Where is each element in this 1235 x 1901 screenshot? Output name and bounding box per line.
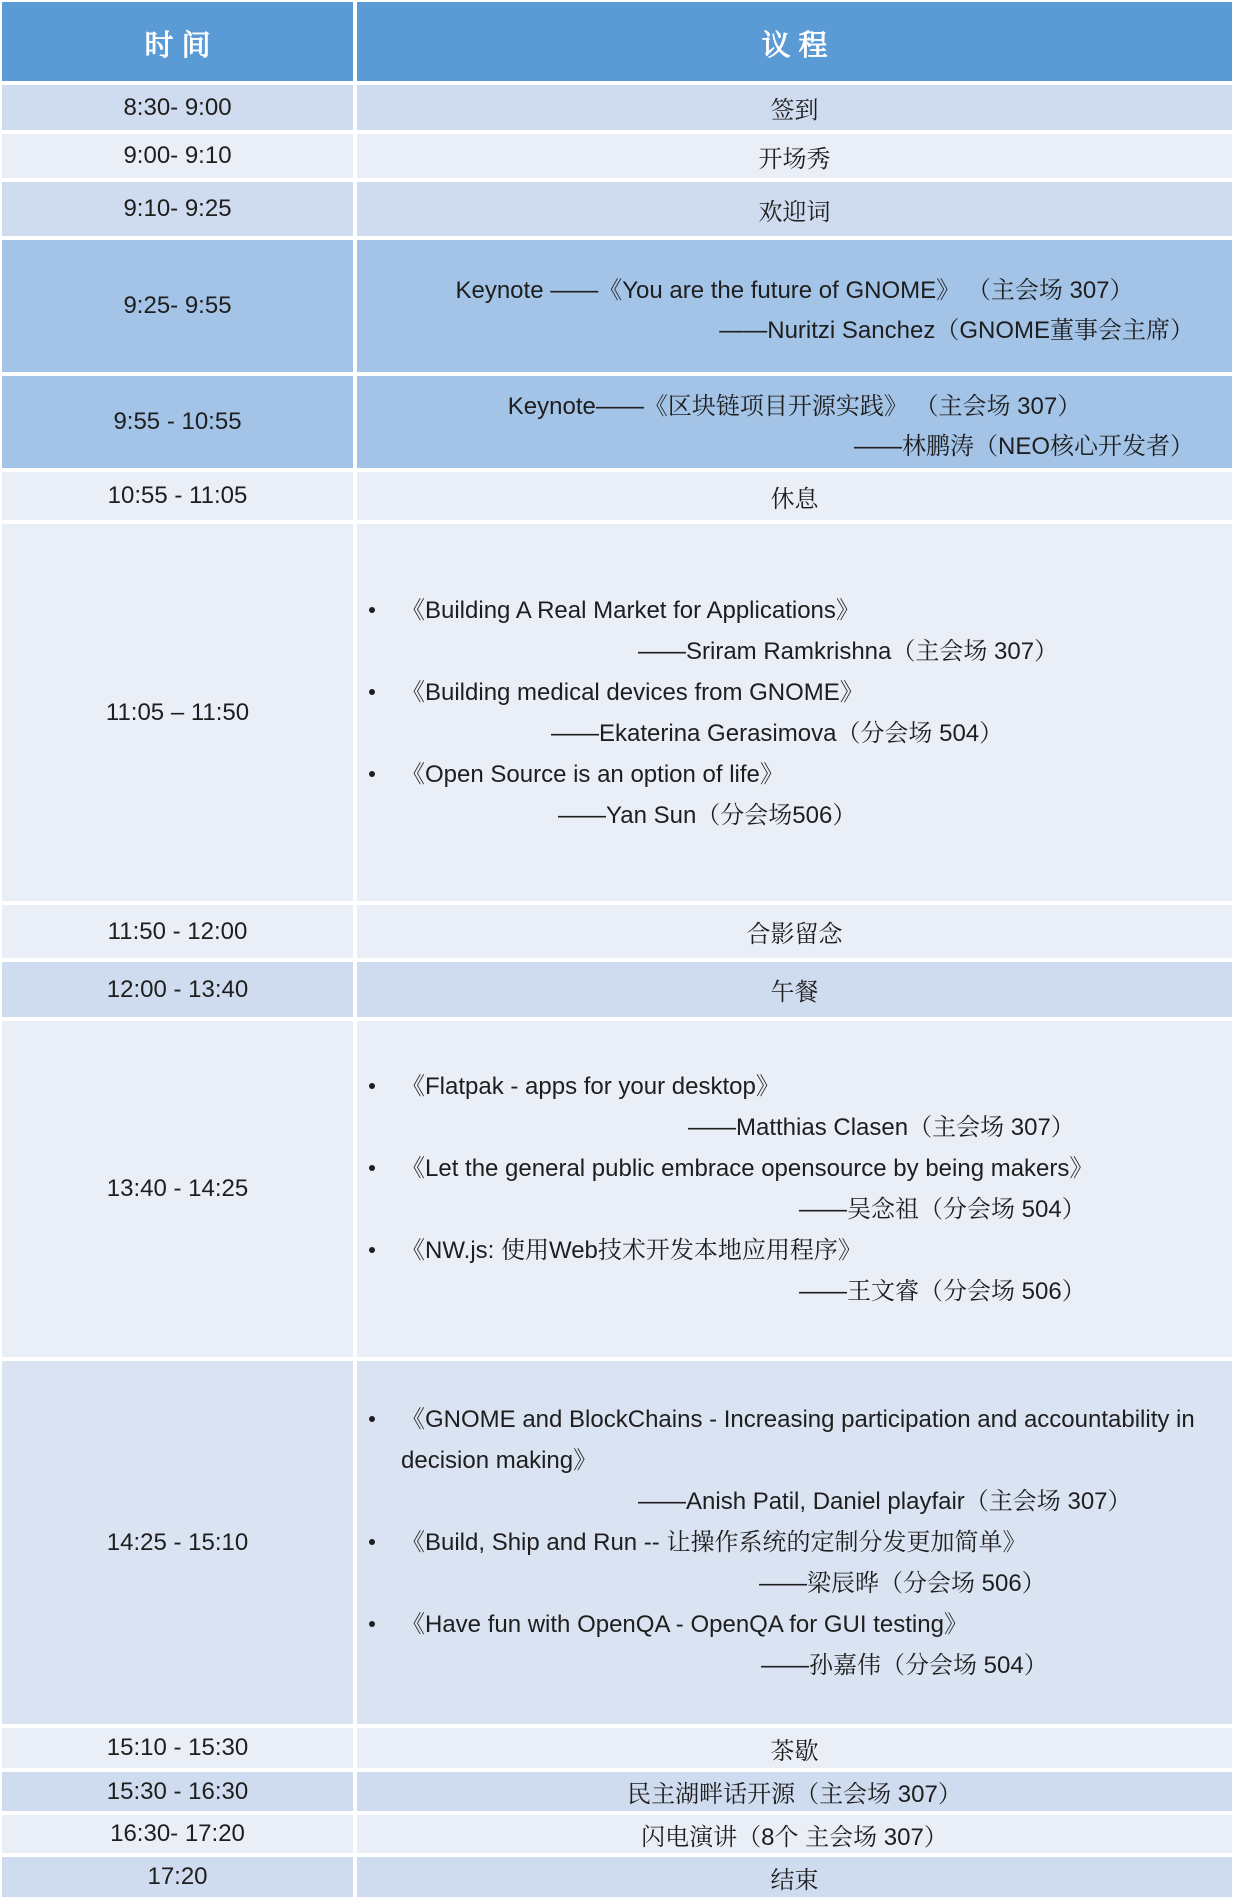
- talk-title: [357, 1399, 1232, 1481]
- talk-item: [357, 672, 1232, 754]
- agenda-table: [2, 2, 1232, 1897]
- talks-cell: [357, 1021, 1232, 1357]
- talk-title-text: 《Building A Real Market for Applications》: [401, 596, 860, 624]
- header-agenda-label: 议 程: [761, 30, 828, 62]
- agenda-cell: 茶歇: [357, 1728, 1232, 1768]
- time-cell: 15:30 - 16:30: [2, 1772, 353, 1811]
- talk-item: [357, 590, 1232, 672]
- time-cell: 17:20: [2, 1857, 353, 1897]
- talk-title: [357, 1604, 1232, 1645]
- agenda-cell: 开场秀: [357, 134, 1232, 178]
- talk-title: [357, 590, 1232, 631]
- time-cell: 8:30- 9:00: [2, 85, 353, 130]
- agenda-cell: 民主湖畔话开源（主会场 307）: [357, 1772, 1232, 1811]
- agenda-cell: 结束: [357, 1857, 1232, 1897]
- bullet-icon: [369, 1165, 375, 1171]
- keynote-title: Keynote——《区块链项目开源实践》 （主会场 307）: [507, 393, 1082, 420]
- talk-title-text: 《Have fun with OpenQA - OpenQA for GUI testing》: [401, 1611, 968, 1638]
- talk-speaker: ——王文睿（分会场 506）: [799, 1278, 1086, 1305]
- time-cell: 14:25 - 15:10: [2, 1361, 353, 1724]
- talk-item: [357, 1066, 1232, 1148]
- time-cell: 15:10 - 15:30: [2, 1728, 353, 1768]
- agenda-cell: 闪电演讲（8个 主会场 307）: [357, 1815, 1232, 1853]
- talk-item: [357, 1399, 1232, 1522]
- talk-title-text: 《Build, Ship and Run -- 让操作系统的定制分发更加简单》: [401, 1529, 1027, 1556]
- talk-list: [357, 1066, 1232, 1312]
- header-time-label: 时 间: [144, 30, 211, 62]
- bullet-icon: [369, 771, 375, 777]
- talk-item: [357, 754, 1232, 836]
- bullet-icon: [369, 1083, 375, 1089]
- time-cell: 13:40 - 14:25: [2, 1021, 353, 1357]
- time-cell: 9:00- 9:10: [2, 134, 353, 178]
- time-cell: 11:50 - 12:00: [2, 905, 353, 958]
- header-agenda: [357, 2, 1232, 81]
- talk-title: [357, 1522, 1232, 1563]
- agenda-cell: 欢迎词: [357, 182, 1232, 236]
- talk-speaker: ——Yan Sun（分会场506）: [558, 801, 857, 829]
- talk-item: [357, 1522, 1232, 1604]
- bullet-icon: [369, 1416, 375, 1422]
- bullet-icon: [369, 1539, 375, 1545]
- keynote-cell: [357, 240, 1232, 372]
- keynote-title: Keynote ——《You are the future of GNOME》 （主会场 307）: [455, 277, 1134, 304]
- talk-item: [357, 1604, 1232, 1686]
- time-cell: 11:05 – 11:50: [2, 524, 353, 901]
- time-cell: 9:55 - 10:55: [2, 376, 353, 468]
- talk-title: [357, 672, 1232, 713]
- talk-title-text: 《Open Source is an option of life》: [401, 760, 784, 788]
- bullet-icon: [369, 607, 375, 613]
- talk-speaker: ——Sriram Ramkrishna（主会场 307）: [638, 637, 1059, 665]
- talk-title: [357, 754, 1232, 795]
- time-cell: 10:55 - 11:05: [2, 472, 353, 520]
- talk-list: [357, 590, 1232, 836]
- agenda-cell: 休息: [357, 472, 1232, 520]
- talk-title-text: 《GNOME and BlockChains - Increasing participation and accountability in decision making》: [401, 1406, 1195, 1474]
- agenda-cell: 午餐: [357, 962, 1232, 1017]
- time-cell: 16:30- 17:20: [2, 1815, 353, 1853]
- header-time: [2, 2, 353, 81]
- talk-title-text: 《Flatpak - apps for your desktop》: [401, 1073, 780, 1100]
- talk-speaker: ——Matthias Clasen（主会场 307）: [688, 1114, 1075, 1141]
- talk-speaker: ——孙嘉伟（分会场 504）: [761, 1652, 1048, 1679]
- talk-speaker: ——Anish Patil, Daniel playfair（主会场 307）: [638, 1488, 1132, 1515]
- keynote-speaker: ——Nuritzi Sanchez（GNOME董事会主席）: [719, 317, 1194, 344]
- bullet-icon: [369, 689, 375, 695]
- agenda-cell: 合影留念: [357, 905, 1232, 958]
- talk-speaker: ——吴念祖（分会场 504）: [799, 1196, 1086, 1223]
- bullet-icon: [369, 1247, 375, 1253]
- talk-title-text: 《Building medical devices from GNOME》: [401, 678, 864, 706]
- keynote-speaker: ——林鹏涛（NEO核心开发者）: [853, 433, 1194, 460]
- keynote-cell: [357, 376, 1232, 468]
- talk-item: [357, 1148, 1232, 1230]
- talk-item: [357, 1230, 1232, 1312]
- agenda-cell: 签到: [357, 85, 1232, 130]
- time-cell: 9:10- 9:25: [2, 182, 353, 236]
- talks-cell: [357, 524, 1232, 901]
- bullet-icon: [369, 1621, 375, 1627]
- talk-title: [357, 1230, 1232, 1271]
- time-cell: 9:25- 9:55: [2, 240, 353, 372]
- talk-title: [357, 1066, 1232, 1107]
- talk-title-text: 《Let the general public embrace opensource by being makers》: [401, 1155, 1094, 1182]
- talk-speaker: ——Ekaterina Gerasimova（分会场 504）: [551, 719, 1004, 747]
- talk-title: [357, 1148, 1232, 1189]
- time-cell: 12:00 - 13:40: [2, 962, 353, 1017]
- talk-title-text: 《NW.js: 使用Web技术开发本地应用程序》: [401, 1237, 862, 1264]
- talks-cell: [357, 1361, 1232, 1724]
- talk-speaker: ——梁辰晔（分会场 506）: [759, 1570, 1046, 1597]
- talk-list: [357, 1399, 1232, 1686]
